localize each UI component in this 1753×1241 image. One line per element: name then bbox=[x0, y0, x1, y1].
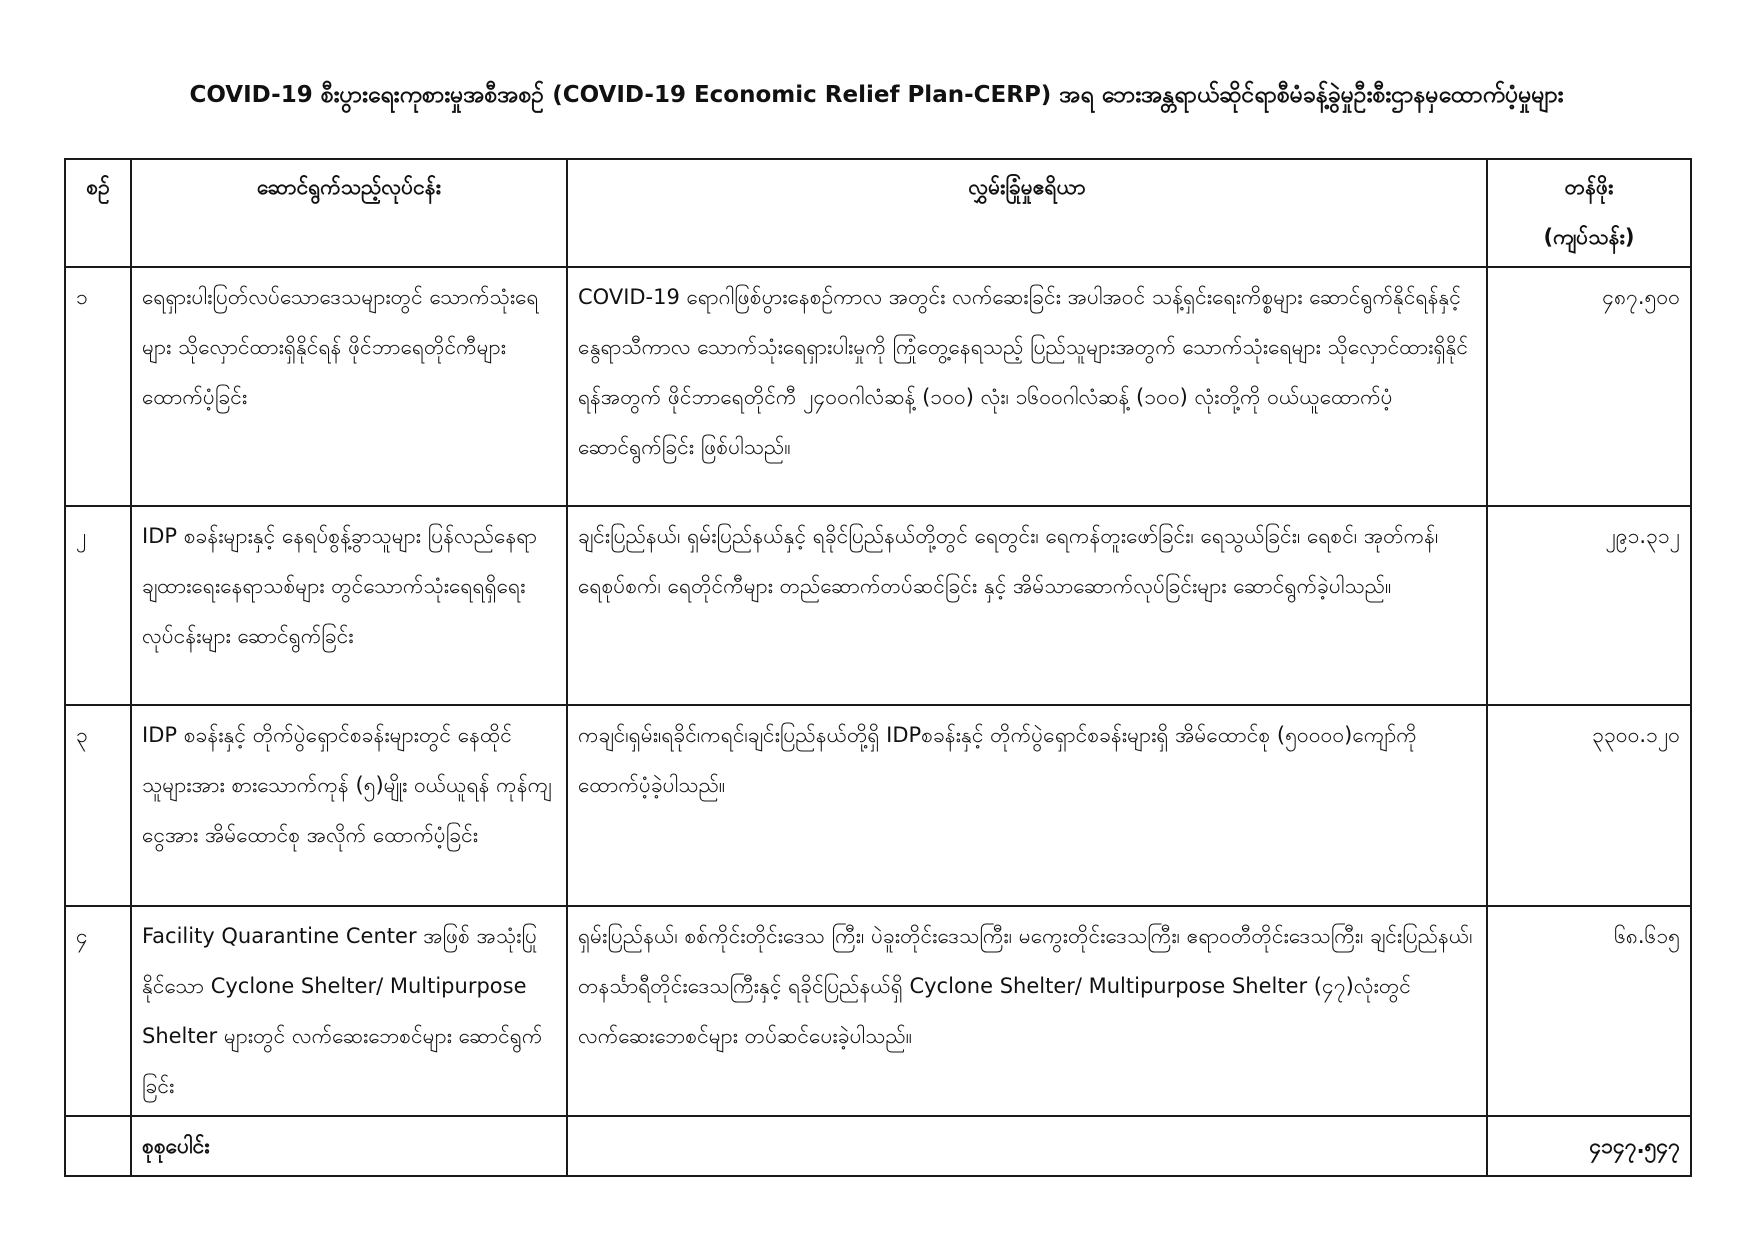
header-cost-unit: (ကျပ်သန်း) bbox=[1543, 225, 1635, 249]
total-no-empty bbox=[65, 1116, 131, 1176]
row-description: COVID-19 ရောဂါဖြစ်ပွားနေစဉ်ကာလ အတွင်း လက်ဆေးခြင်း အပါအဝင် သန့်ရှင်းရေးကိစ္စများ ဆောင်ရွက်နိုင်ရန်နှင့် နွေရာသီကာလ သောက်သုံးရေရှားပါးမှုကို ကြုံတွေ့နေရသည့် ပြည်သူများအတွက် သောက်သုံးရေများ သိုလှောင်ထားရှိနိုင်ရန်အတွက် ဖိုင်ဘာရေတိုင်ကီ ၂၄၀၀ဂါလံဆန့် (၁၀၀) လုံး၊ ၁၆၀၀ဂါလံဆန့် (၁၀၀) လုံးတို့ကို ဝယ်ယူထောက်ပံ့ဆောင်ရွက်ခြင်း ဖြစ်ပါသည်။ bbox=[567, 267, 1487, 506]
total-cost: ၄၁၄၇.၅၄၇ bbox=[1487, 1116, 1691, 1176]
row-cost: ၃၃၀၀.၁၂၀ bbox=[1487, 705, 1691, 906]
table-row bbox=[65, 705, 1691, 906]
row-description: ချင်းပြည်နယ်၊ ရှမ်းပြည်နယ်နှင့် ရခိုင်ပြည်နယ်တို့တွင် ရေတွင်း၊ ရေကန်တူးဖော်ခြင်း၊ ရေသွယ်ခြင်း၊ ရေစင်၊ အုတ်ကန်၊ ရေစုပ်စက်၊ ရေတိုင်ကီများ တည်ဆောက်တပ်ဆင်ခြင်း နှင့် အိမ်သာဆောက်လုပ်ခြင်းများ ဆောင်ရွက်ခဲ့ပါသည်။ bbox=[567, 506, 1487, 705]
row-description: ရှမ်းပြည်နယ်၊ စစ်ကိုင်းတိုင်းဒေသ ကြီး၊ ပဲခူးတိုင်းဒေသကြီး၊ မကွေးတိုင်းဒေသကြီး၊ ဧရာဝတီတိုင်းဒေသကြီး၊ ချင်းပြည်နယ်၊ တနင်္သာရီတိုင်းဒေသကြီးနှင့် ရခိုင်ပြည်နယ်ရှိ Cyclone Shelter/ Multipurpose Shelter (၄၇)လုံးတွင် လက်ဆေးဘေစင်များ တပ်ဆင်ပေးခဲ့ပါသည်။ bbox=[567, 906, 1487, 1116]
row-activity: Facility Quarantine Center အဖြစ် အသုံးပြုနိုင်သော Cyclone Shelter/ Multipurpose Shelter များတွင် လက်ဆေးဘေစင်များ ဆောင်ရွက်ခြင်း bbox=[131, 906, 567, 1116]
row-description: ကချင်၊ရှမ်း၊ရခိုင်၊ကရင်၊ချင်းပြည်နယ်တို့ရှိ IDPစခန်းနှင့် တိုက်ပွဲရှောင်စခန်းများရှိ အိမ်ထောင်စု (၅၀၀၀၀)ကျော်ကို ထောက်ပံ့ခဲ့ပါသည်။ bbox=[567, 705, 1487, 906]
header-cost bbox=[1487, 159, 1691, 267]
row-cost: ၄၈၇.၅၀၀ bbox=[1487, 267, 1691, 506]
table-header-row bbox=[65, 159, 1691, 267]
table-row bbox=[65, 906, 1691, 1116]
row-no: ၃ bbox=[65, 705, 131, 906]
total-row bbox=[65, 1116, 1691, 1176]
row-cost: ၂၉၁.၃၁၂ bbox=[1487, 506, 1691, 705]
row-activity: IDP စခန်းနှင့် တိုက်ပွဲရှောင်စခန်းများတွင် နေထိုင်သူများအား စားသောက်ကုန် (၅)မျိုး ဝယ်ယူရန် ကုန်ကျငွေအား အိမ်ထောင်စု အလိုက် ထောက်ပံ့ခြင်း bbox=[131, 705, 567, 906]
row-no: ၂ bbox=[65, 506, 131, 705]
page-title: COVID-19 စီးပွားရေးကုစားမှုအစီအစဉ် (COVID-19 Economic Relief Plan-CERP) အရ ဘေးအန္တရာယ်ဆိုင်ရာစီမံခန့်ခွဲမှုဦးစီးဌာနမှထောက်ပံ့မှုများ bbox=[189, 82, 1564, 108]
header-no: စဉ် bbox=[65, 159, 131, 267]
relief-table bbox=[64, 158, 1692, 1177]
header-description: လွှမ်းခြုံမှုဧရိယာ bbox=[567, 159, 1487, 267]
total-label: စုစုပေါင်း bbox=[131, 1116, 567, 1176]
total-description-empty bbox=[567, 1116, 1487, 1176]
row-no: ၄ bbox=[65, 906, 131, 1116]
header-cost-label: တန်ဖိုး bbox=[1564, 175, 1614, 199]
header-activity: ဆောင်ရွက်သည့်လုပ်ငန်း bbox=[131, 159, 567, 267]
row-activity: IDP စခန်းများနှင့် နေရပ်စွန့်ခွာသူများ ပြန်လည်နေရာချထားရေးနေရာသစ်များ တွင်သောက်သုံးရေရရှိရေးလုပ်ငန်းများ ဆောင်ရွက်ခြင်း bbox=[131, 506, 567, 705]
row-no: ၁ bbox=[65, 267, 131, 506]
row-cost: ၆၈.၆၁၅ bbox=[1487, 906, 1691, 1116]
table-row bbox=[65, 267, 1691, 506]
table-row bbox=[65, 506, 1691, 705]
row-activity: ရေရှားပါးပြတ်လပ်သောဒေသများတွင် သောက်သုံးရေများ သိုလှောင်ထားရှိနိုင်ရန် ဖိုင်ဘာရေတိုင်ကီများ ထောက်ပံ့ခြင်း bbox=[131, 267, 567, 506]
